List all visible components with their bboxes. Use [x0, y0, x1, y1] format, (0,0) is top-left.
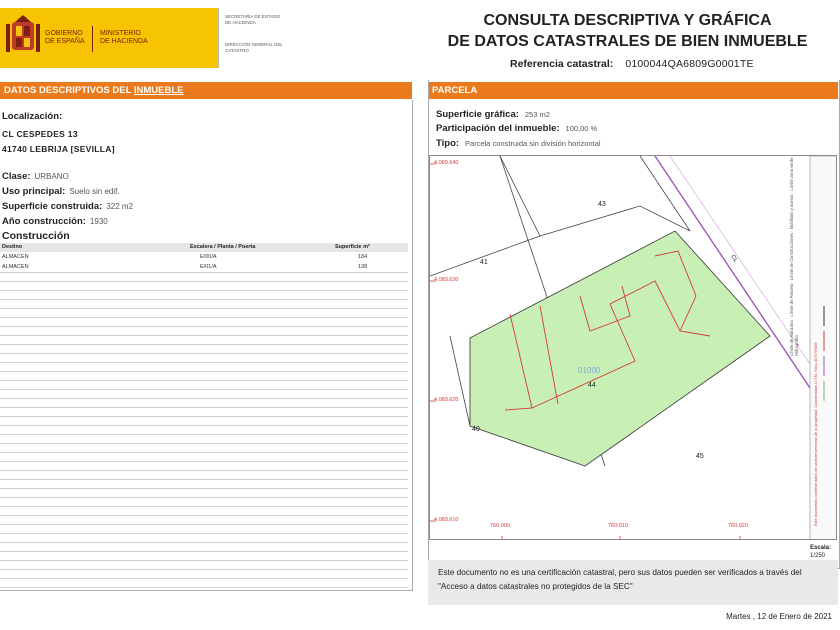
table-rule-line [0, 290, 408, 291]
table-rule-line [0, 398, 408, 399]
table-rule-line [0, 281, 408, 282]
table-rule-line [0, 533, 408, 534]
table-rule-line [0, 569, 408, 570]
parcel-number: 41 [480, 259, 488, 266]
scale-box: Escala: 1/250 [810, 545, 832, 559]
superficie-row: Superficie construida: 322 m2 [2, 201, 133, 212]
parcel-number: 45 [696, 453, 704, 460]
table-rule-line [0, 371, 408, 372]
table-rule-line [0, 452, 408, 453]
table-rule-line [0, 299, 408, 300]
table-rule-line [0, 425, 408, 426]
address-line-2: 41740 LEBRIJA [SEVILLA] [2, 144, 115, 154]
table-rule-line [0, 317, 408, 318]
direccion-label: DIRECCIÓN GENERAL DEL CATASTRO [225, 42, 283, 53]
table-rule-line [0, 542, 408, 543]
table-rule-line [0, 560, 408, 561]
coat-of-arms-icon [6, 14, 40, 60]
map-vertical-note: Este documento contiene datos de carácter personal de la propiedad. Coordenadas U.T.M. Huso 30 ETRS89 [814, 342, 818, 526]
table-row: ALMACEN E/00/A 184 [2, 254, 368, 260]
table-rule-line [0, 587, 408, 588]
ministerio-label: MINISTERIO DE HACIENDA [100, 30, 148, 45]
x-coord-label: 760.020 [728, 523, 748, 529]
section-bar-parcela: PARCELA [428, 82, 838, 99]
y-coord-label: 4.089.640 [434, 160, 459, 166]
tipo-row: Tipo: Parcela construida sin división horizontal [436, 138, 601, 149]
table-rule-line [0, 578, 408, 579]
document-title: CONSULTA DESCRIPTIVA Y GRÁFICA DE DATOS CATASTRALES DE BIEN INMUEBLE [447, 12, 808, 50]
table-rule-line [0, 344, 408, 345]
construction-table-header: Destino Escalera / Planta / Puerta Superficie m² [0, 243, 408, 252]
document-date: Martes , 12 de Enero de 2021 [726, 612, 832, 621]
table-rule-line [0, 416, 408, 417]
parcel-number: 43 [598, 201, 606, 208]
table-rule-line [0, 326, 408, 327]
table-rule-line [0, 515, 408, 516]
map-side-legend: Límite de Manzana · Límite de Parcela · Límite de Construcciones · Mobiliario y aceras · Límite zona verde · Hidrografía [789, 155, 799, 356]
participacion-row: Participación del inmueble: 100,00 % [436, 123, 598, 134]
uso-row: Uso principal: Suelo sin edif. [2, 186, 120, 197]
y-coord-label: 4.089.620 [434, 397, 459, 403]
table-rule-line [0, 506, 408, 507]
superficie-grafica-row: Superficie gráfica: 253 m2 [436, 109, 550, 120]
parcel-map-svg [430, 156, 837, 540]
table-rule-line [0, 353, 408, 354]
table-rule-line [0, 380, 408, 381]
parcel-center-label: 01000 [578, 366, 601, 375]
table-rule-line [0, 497, 408, 498]
table-rule-line [0, 461, 408, 462]
gobierno-label: GOBIERNO DE ESPAÑA [45, 30, 85, 45]
cadastral-map [429, 155, 837, 540]
logo-divider [92, 26, 93, 52]
construccion-title: Construcción [2, 230, 70, 242]
parcel-number: 44 [588, 382, 596, 389]
table-rule-line [0, 389, 408, 390]
ref-label: Referencia catastral: [510, 58, 614, 70]
table-rule-line [0, 524, 408, 525]
anio-row: Año construcción: 1930 [2, 216, 108, 227]
table-rule-line [0, 479, 408, 480]
ref-value: 0100044QA6809G0001TE [625, 58, 754, 70]
section-bar-inmueble: DATOS DESCRIPTIVOS DEL INMUEBLE [0, 82, 412, 99]
clase-row: Clase: URBANO [2, 171, 69, 182]
table-row: ALMACEN E/01/A 138 [2, 264, 368, 270]
reference-line [510, 58, 754, 70]
agency-box [218, 8, 289, 68]
table-rule-line [0, 551, 408, 552]
table-rule-line [0, 434, 408, 435]
table-rule-line [0, 272, 408, 273]
table-rule-line [0, 488, 408, 489]
x-coord-label: 760.010 [608, 523, 628, 529]
secretaria-label: SECRETARÍA DE ESTADO DE HACIENDA [225, 14, 281, 25]
table-rule-line [0, 308, 408, 309]
y-coord-label: 4.089.610 [434, 517, 459, 523]
table-rule-line [0, 443, 408, 444]
table-rule-line [0, 335, 408, 336]
table-rule-line [0, 470, 408, 471]
x-coord-label: 760.000 [490, 523, 510, 529]
parcel-number: 40 [472, 426, 480, 433]
localizacion-label: Localización: [2, 111, 63, 122]
table-rule-line [0, 362, 408, 363]
disclaimer-box: Este documento no es una certificación catastral, pero sus datos pueden ser verificados a través del "Acceso a datos catastrales no protegidos de la SEC" [428, 560, 838, 605]
address-line-1: CL CESPEDES 13 [2, 129, 78, 139]
table-rule-line [0, 407, 408, 408]
street-label: CL [729, 254, 739, 264]
y-coord-label: 4.089.630 [434, 277, 459, 283]
